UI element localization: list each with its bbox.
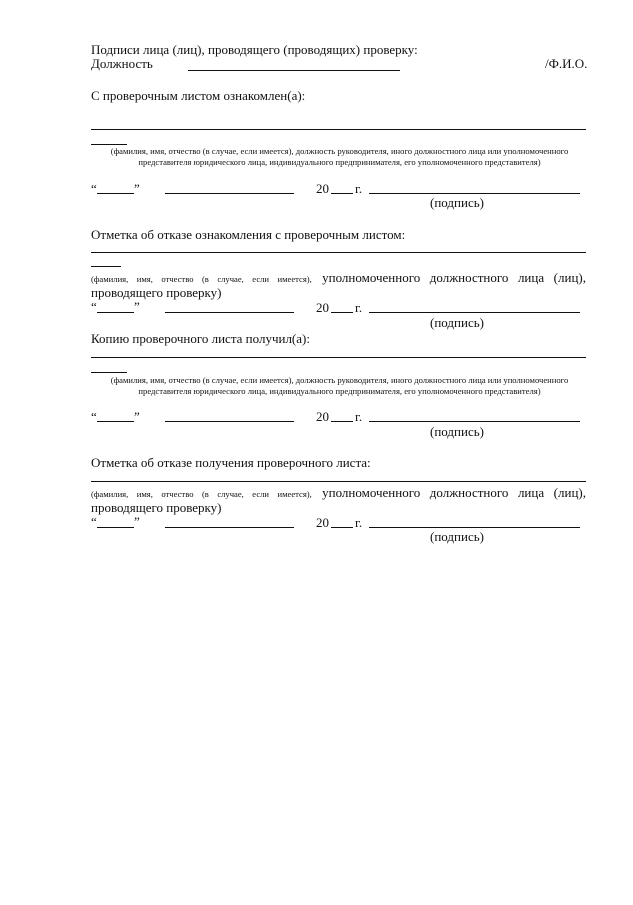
signature-line [369,421,580,422]
date-month-line [165,193,294,194]
section1-short-line [91,144,127,145]
date-day-line [97,193,134,194]
year-line [331,193,353,194]
section3-name-line [91,357,586,358]
section2-note-big: уполномоченного должностного лица (лиц), [322,270,586,285]
year-prefix: 20 [316,181,329,196]
signature-line [369,527,580,528]
year-prefix: 20 [316,300,329,315]
year-prefix: 20 [316,515,329,530]
section2-note-line2: проводящего проверку) [91,285,222,300]
year-suffix: г. [355,515,363,530]
date-quote-open: “ [91,409,97,424]
year-suffix: г. [355,409,363,424]
fio-label: /Ф.И.О. [545,56,588,71]
section2-name-line [91,252,586,253]
section3-note: (фамилия, имя, отчество (в случае, если имеется), должность руководителя, иного должностного лица или уполномоченного представителя юридического лица, индивидуального предпринимателя, его уполномоченного представителя) [110,375,569,396]
date-month-line [165,527,294,528]
signature-label: (подпись) [430,424,484,439]
section1-name-line [91,129,586,130]
signature-line [369,312,580,313]
date-quote-open: “ [91,514,97,529]
year-suffix: г. [355,300,363,315]
year-line [331,421,353,422]
section4-note-small: (фамилия, имя, отчество (в случае, если имеется), [91,489,312,499]
section4-note-line2: проводящего проверку) [91,500,222,515]
date-day-line [97,421,134,422]
signature-label: (подпись) [430,195,484,210]
date-day-line [97,312,134,313]
date-quote-close: ” [134,514,140,529]
section1-note: (фамилия, имя, отчество (в случае, если имеется), должность руководителя, иного должностного лица или уполномоченного представителя юридического лица, индивидуального предпринимателя, его уполномоченного представителя) [110,146,569,167]
signatures-title: Подписи лица (лиц), проводящего (проводящих) проверку: [91,42,418,57]
date-day-line [97,527,134,528]
section4-name-line [91,481,586,482]
signature-label: (подпись) [430,315,484,330]
section3-short-line [91,372,127,373]
date-month-line [165,312,294,313]
signature-line [369,193,580,194]
year-line [331,312,353,313]
section3-title: Копию проверочного листа получил(а): [91,331,310,346]
position-line [188,70,400,71]
section4-title: Отметка об отказе получения проверочного листа: [91,455,371,470]
section2-title: Отметка об отказе ознакомления с проверочным листом: [91,227,406,242]
section1-title: С проверочным листом ознакомлен(а): [91,88,306,103]
date-quote-close: ” [134,299,140,314]
date-month-line [165,421,294,422]
position-label: Должность [91,56,153,71]
year-prefix: 20 [316,409,329,424]
year-line [331,527,353,528]
date-quote-open: “ [91,299,97,314]
signature-label: (подпись) [430,529,484,544]
year-suffix: г. [355,181,363,196]
date-quote-close: ” [134,409,140,424]
date-quote-open: “ [91,181,97,196]
date-quote-close: ” [134,181,140,196]
section2-note-small: (фамилия, имя, отчество (в случае, если имеется), [91,274,312,284]
section2-short-line [91,266,121,267]
section4-note-big: уполномоченного должностного лица (лиц), [322,485,586,500]
